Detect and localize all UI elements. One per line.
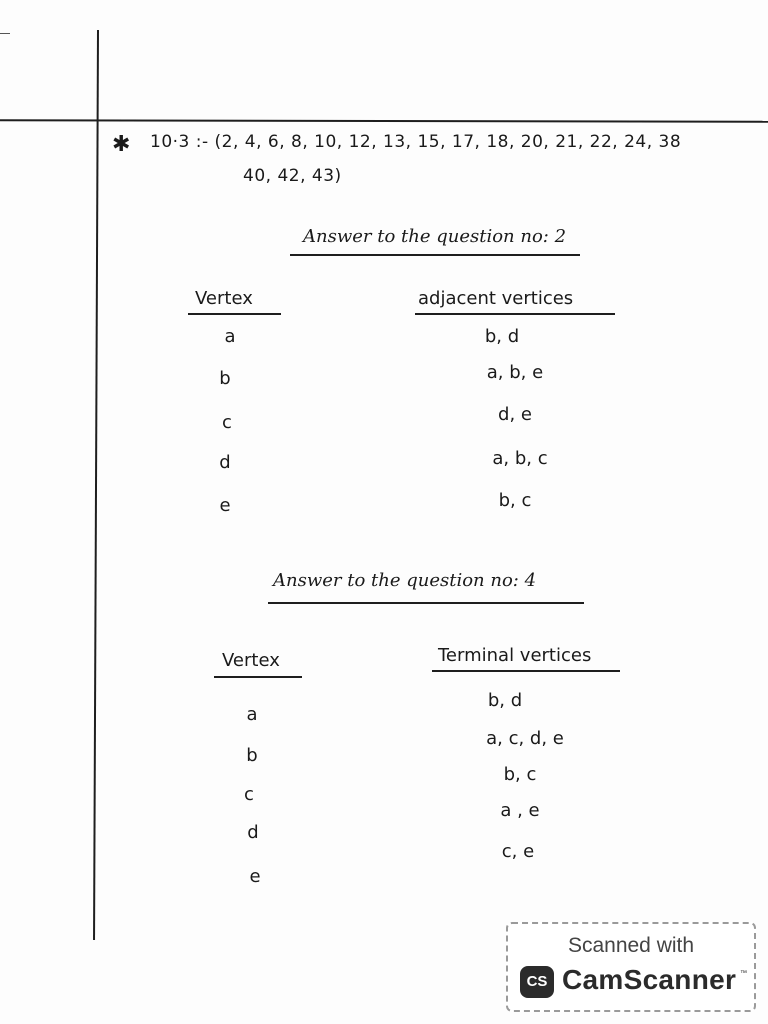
section2-col-terminal: Terminal vertices bbox=[438, 645, 592, 666]
section2-vertex-item: e bbox=[249, 866, 261, 887]
exercise-line-2: 40, 42, 43) bbox=[243, 166, 342, 186]
top-tick-mark bbox=[0, 33, 10, 34]
star-mark: ✱ bbox=[112, 132, 131, 157]
section2-terminal-item: b, d bbox=[487, 690, 523, 711]
section1-vertex-cell: c bbox=[222, 412, 232, 433]
section2-vertex-item: a bbox=[246, 704, 258, 725]
section1-col-adjacent: adjacent vertices bbox=[418, 288, 574, 309]
section2-terminal-item: a, c, d, e bbox=[486, 728, 564, 749]
section2-heading-underline bbox=[268, 602, 584, 604]
section2-col-terminal-underline bbox=[432, 670, 620, 672]
camscanner-logo-icon: CS bbox=[520, 966, 554, 998]
section2-heading: Answer to the question no: 4 bbox=[273, 570, 537, 591]
section1-adjacent-cell: a, b, c bbox=[492, 448, 548, 469]
section2-terminal-item: c, e bbox=[501, 841, 535, 862]
section1-vertex-cell: e bbox=[219, 495, 231, 516]
section1-vertex-cell: b bbox=[219, 368, 231, 389]
section1-adjacent-cell: b, c bbox=[498, 490, 532, 511]
section1-vertex-cell: d bbox=[219, 452, 231, 473]
margin-line bbox=[93, 30, 99, 940]
section2-col-vertex: Vertex bbox=[222, 650, 280, 671]
section1-vertex-cell: a bbox=[224, 326, 236, 347]
section2-vertex-item: b bbox=[246, 745, 258, 766]
header-line bbox=[0, 119, 768, 123]
section2-vertex-item: d bbox=[247, 822, 259, 843]
watermark-scanned-with: Scanned with bbox=[567, 934, 695, 957]
section1-adjacent-cell: b, d bbox=[484, 326, 520, 347]
camscanner-watermark bbox=[506, 922, 756, 1012]
section1-adjacent-cell: d, e bbox=[498, 404, 532, 425]
section1-heading-underline bbox=[290, 254, 580, 256]
watermark-trademark: ™ bbox=[740, 970, 747, 977]
watermark-brand: CamScanner bbox=[562, 964, 737, 995]
exercise-line-1: 10·3 :- (2, 4, 6, 8, 10, 12, 13, 15, 17, 18, 20, 21, 22, 24, 38 bbox=[150, 132, 682, 152]
section1-col-adjacent-underline bbox=[415, 313, 615, 315]
section2-terminal-item: a , e bbox=[500, 800, 540, 821]
section1-col-vertex: Vertex bbox=[195, 288, 253, 309]
section2-col-vertex-underline bbox=[214, 676, 302, 678]
section1-heading: Answer to the question no: 2 bbox=[303, 226, 567, 247]
section1-col-vertex-underline bbox=[188, 313, 281, 315]
section2-terminal-item: b, c bbox=[503, 764, 537, 785]
section2-vertex-item: c bbox=[244, 784, 254, 805]
section1-adjacent-cell: a, b, e bbox=[486, 362, 544, 383]
